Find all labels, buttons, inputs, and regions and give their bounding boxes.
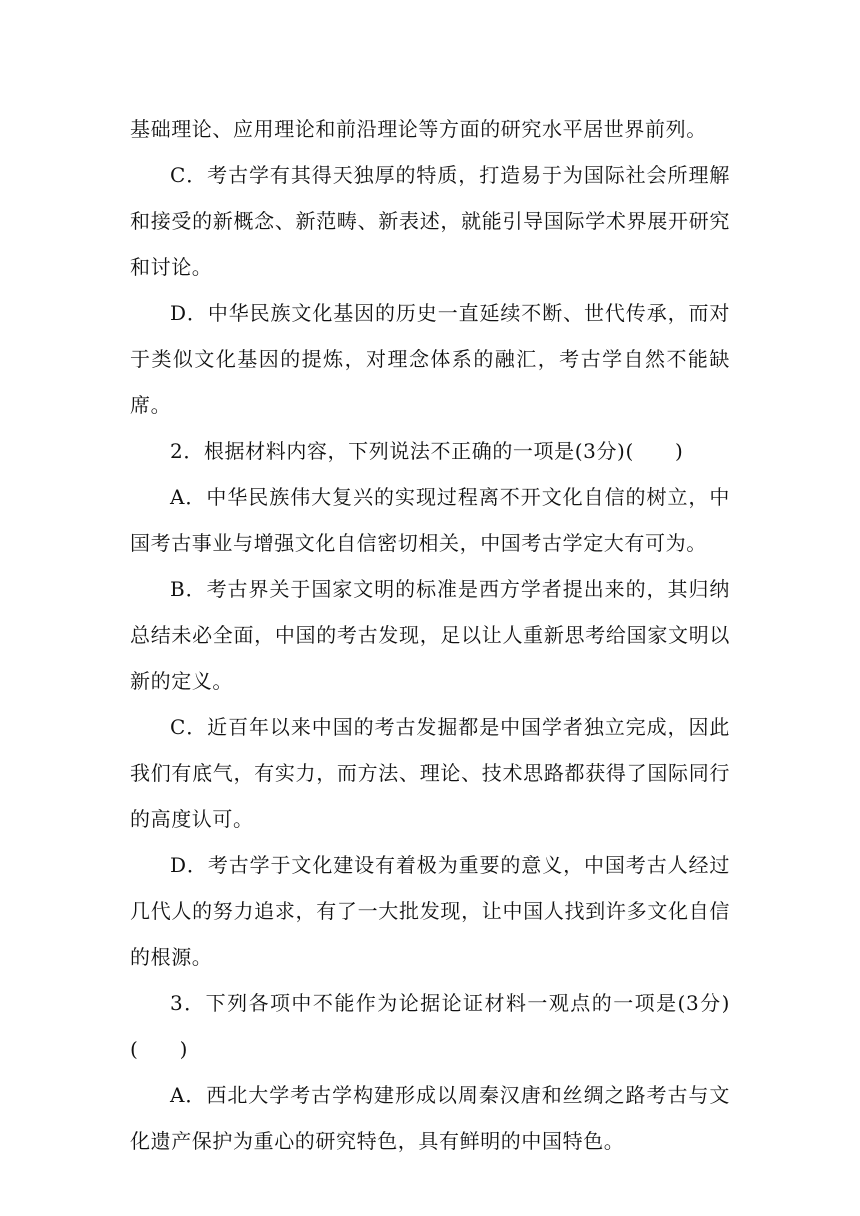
paragraph-continuation: 基础理论、应用理论和前沿理论等方面的研究水平居世界前列。 — [130, 117, 707, 141]
option-b-q2: B．考古界关于国家文明的标准是西方学者提出来的，其归纳总结未必全面，中国的考古发现，足以让人重新思考给国家文明以新的定义。 — [130, 577, 730, 693]
document-body — [130, 106, 730, 1164]
option-a-q3: A．西北大学考古学构建形成以周秦汉唐和丝绸之路考古与文化遗产保护为重心的研究特色，具有鲜明的中国特色。 — [130, 1083, 730, 1153]
option-c-q1: C．考古学有其得天独厚的特质，打造易于为国际社会所理解和接受的新概念、新范畴、新表述，就能引导国际学术界展开研究和讨论。 — [130, 163, 730, 279]
option-c-q2: C．近百年以来中国的考古发掘都是中国学者独立完成，因此我们有底气，有实力，而方法、理论、技术思路都获得了国际同行的高度认可。 — [130, 715, 730, 831]
option-a-q2: A．中华民族伟大复兴的实现过程离不开文化自信的树立，中国考古事业与增强文化自信密切相关，中国考古学定大有可为。 — [130, 485, 730, 555]
option-d-q2: D．考古学于文化建设有着极为重要的意义，中国考古人经过几代人的努力追求，有了一大批发现，让中国人找到许多文化自信的根源。 — [130, 853, 730, 969]
question-3-stem: 3．下列各项中不能作为论据论证材料一观点的一项是(3分)( ) — [130, 991, 730, 1061]
option-d-q1: D．中华民族文化基因的历史一直延续不断、世代传承，而对于类似文化基因的提炼，对理念体系的融汇，考古学自然不能缺席。 — [130, 301, 730, 417]
question-2-stem: 2．根据材料内容，下列说法不正确的一项是(3分)( ) — [170, 439, 684, 463]
